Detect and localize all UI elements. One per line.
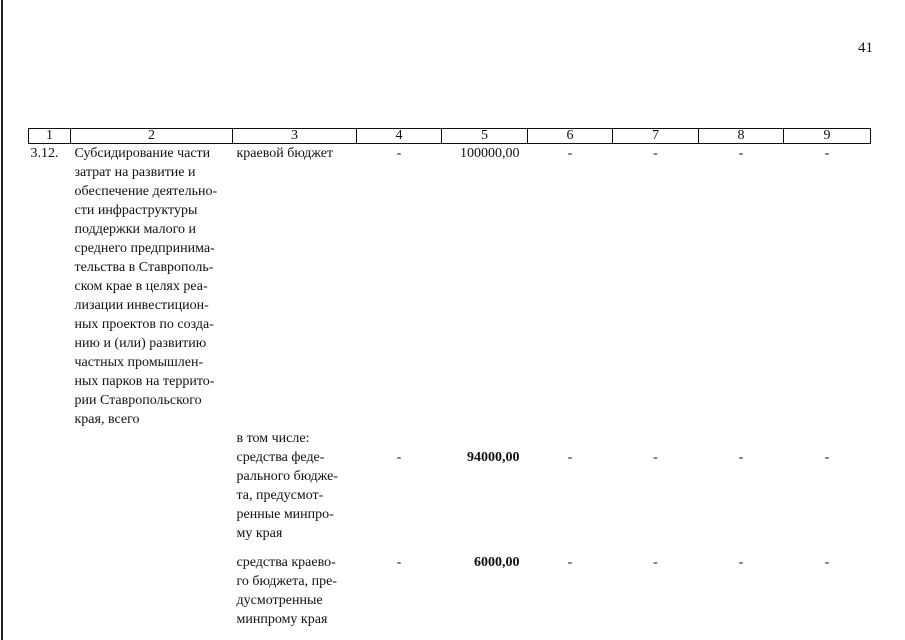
column-number-2: 2	[71, 129, 233, 144]
column-number-1: 1	[29, 129, 71, 144]
column-9-value: -	[824, 146, 830, 161]
header-row	[29, 129, 871, 144]
empty-cell	[29, 429, 71, 448]
column-number-9: 9	[784, 129, 871, 144]
column-8-value: -	[738, 555, 744, 570]
amount-value: 100000,00	[460, 146, 520, 161]
empty-cell	[29, 448, 71, 543]
page-left-rule	[1, 0, 3, 640]
funding-source-line: дусмотренные	[236, 593, 323, 608]
spacer-cell	[233, 177, 871, 429]
item-name-line: Субсидирование части	[74, 146, 211, 161]
item-name-line: обеспечение деятельно-	[74, 184, 218, 199]
column-number-7: 7	[613, 129, 699, 144]
item-name-line: рии Ставропольского	[74, 393, 202, 408]
empty-cell	[71, 448, 233, 543]
spacer-cell	[29, 543, 871, 553]
item-name-line: поддержки малого и	[74, 222, 196, 237]
column-6-value: -	[567, 555, 573, 570]
item-name-line: тельства в Ставрополь-	[74, 260, 214, 275]
column-4-value: -	[396, 555, 402, 570]
table-row	[29, 429, 871, 448]
funding-source	[233, 144, 357, 178]
column-6-value: -	[567, 450, 573, 465]
funding-source-line: ренные минпро-	[236, 507, 334, 522]
page-number: 41	[858, 40, 873, 56]
column-number-8: 8	[699, 129, 784, 144]
column-number-6: 6	[528, 129, 613, 144]
column-number-4: 4	[357, 129, 442, 144]
column-4-value: -	[396, 450, 402, 465]
budget-table	[28, 128, 871, 629]
column-7-value: -	[653, 555, 658, 570]
item-name-line: ных парков на террито-	[74, 374, 215, 389]
column-number-3: 3	[233, 129, 357, 144]
item-name-line: ных проектов по созда-	[74, 317, 214, 332]
funding-source-line: средства феде-	[236, 450, 325, 465]
item-name-line: края, всего	[74, 412, 140, 427]
column-8-value: -	[738, 450, 744, 465]
funding-source-line: му края	[236, 526, 283, 541]
funding-source-line: минпрому края	[236, 612, 328, 627]
funding-source-line: средства краево-	[236, 555, 336, 570]
including-label: в том числе:	[236, 431, 310, 446]
column-7-value: -	[653, 450, 658, 465]
item-name-line: среднего предпринима-	[74, 241, 215, 256]
funding-source-line: краевой бюджет	[236, 146, 334, 161]
amount-value: 6000,00	[474, 555, 520, 570]
empty-cell	[357, 429, 871, 448]
column-8-value: -	[738, 146, 744, 161]
column-9-value: -	[824, 450, 830, 465]
column-number-5: 5	[442, 129, 528, 144]
item-name-line: лизации инвестицион-	[74, 298, 209, 313]
empty-cell	[71, 553, 233, 629]
item-name	[71, 144, 233, 430]
funding-source-line: го бюджета, пре-	[236, 574, 337, 589]
column-7-value: -	[653, 146, 658, 161]
amount-value: 94000,00	[467, 450, 520, 465]
empty-cell	[29, 553, 71, 629]
table-row	[29, 448, 871, 543]
item-name-line: нию и (или) развитию	[74, 336, 207, 351]
item-name-line: частных промышлен-	[74, 355, 204, 370]
item-name-line: затрат на развитие и	[74, 165, 196, 180]
spacer-row	[29, 543, 871, 553]
empty-cell	[71, 429, 233, 448]
column-9-value: -	[824, 555, 830, 570]
funding-source	[233, 553, 357, 629]
funding-source	[233, 448, 357, 543]
funding-source-line: рального бюдже-	[236, 469, 338, 484]
funding-source-line: та, предусмот-	[236, 488, 324, 503]
column-6-value: -	[567, 146, 573, 161]
table-row	[29, 144, 871, 178]
item-number: 3.12.	[30, 146, 59, 161]
table-row	[29, 553, 871, 629]
item-name-line: ском крае в целях реа-	[74, 279, 208, 294]
item-name-line: сти инфраструктуры	[74, 203, 198, 218]
column-4-value: -	[396, 146, 402, 161]
